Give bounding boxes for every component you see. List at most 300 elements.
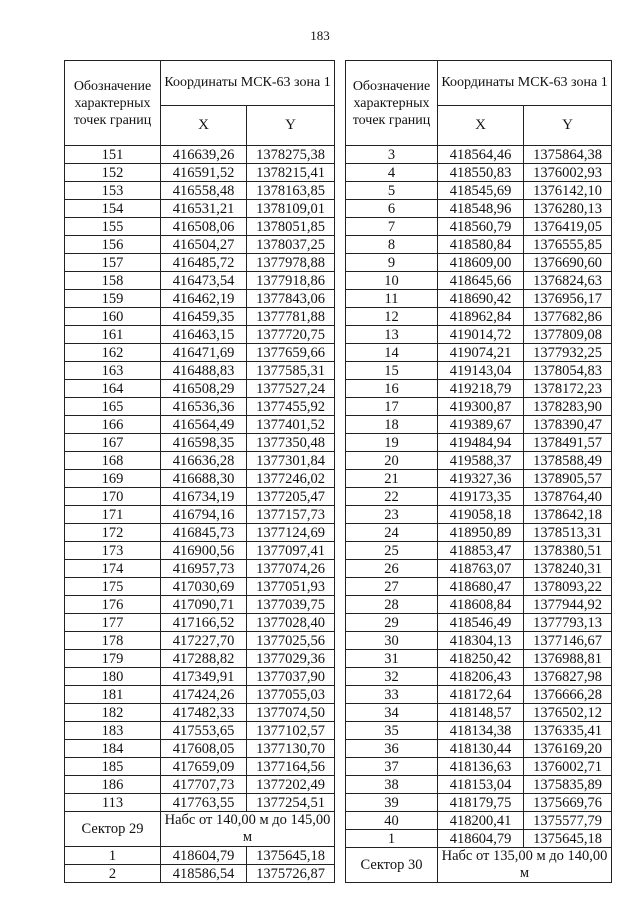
x-coord-cell: 419300,87 [438, 398, 524, 416]
point-id-cell: 10 [346, 272, 438, 290]
y-coord-cell: 1378109,01 [247, 200, 335, 218]
table-row [346, 470, 612, 488]
y-coord-cell: 1376002,93 [524, 164, 612, 182]
point-id-cell: 36 [346, 740, 438, 758]
table-row [65, 686, 335, 704]
table-row [346, 146, 612, 164]
y-coord-cell: 1378905,57 [524, 470, 612, 488]
x-coord-cell: 418580,84 [438, 236, 524, 254]
x-coord-cell: 418604,79 [438, 830, 524, 848]
x-coord-cell: 419014,72 [438, 326, 524, 344]
x-coord-cell: 418950,89 [438, 524, 524, 542]
coord-system-header: Координаты МСК-63 зона 1 [438, 61, 612, 106]
table-row [65, 506, 335, 524]
table-row [65, 614, 335, 632]
point-id-cell: 18 [346, 416, 438, 434]
y-coord-cell: 1378380,51 [524, 542, 612, 560]
x-coord-cell: 416794,16 [161, 506, 247, 524]
y-coord-cell: 1378215,41 [247, 164, 335, 182]
table-row [65, 704, 335, 722]
y-coord-cell: 1378764,40 [524, 488, 612, 506]
point-id-cell: 21 [346, 470, 438, 488]
x-coord-cell: 418564,46 [438, 146, 524, 164]
y-coord-cell: 1377029,36 [247, 650, 335, 668]
table-row [346, 326, 612, 344]
x-coord-cell: 416473,54 [161, 272, 247, 290]
table-row [346, 776, 612, 794]
x-coord-cell: 417553,65 [161, 722, 247, 740]
y-coord-cell: 1377932,25 [524, 344, 612, 362]
table-row [65, 865, 335, 883]
table-row [65, 290, 335, 308]
point-id-cell: 176 [65, 596, 161, 614]
y-coord-cell: 1378054,83 [524, 362, 612, 380]
point-id-cell: 4 [346, 164, 438, 182]
point-id-cell: 182 [65, 704, 161, 722]
x-coord-cell: 418153,04 [438, 776, 524, 794]
point-id-cell: 35 [346, 722, 438, 740]
x-coord-cell: 419143,04 [438, 362, 524, 380]
y-coord-cell: 1377254,51 [247, 794, 335, 812]
point-id-cell: 1 [346, 830, 438, 848]
point-id-cell: 11 [346, 290, 438, 308]
table-row [346, 740, 612, 758]
y-coord-cell: 1376824,63 [524, 272, 612, 290]
x-coord-cell: 416564,49 [161, 416, 247, 434]
x-coord-cell: 417349,91 [161, 668, 247, 686]
y-coord-cell: 1377205,47 [247, 488, 335, 506]
point-id-cell: 184 [65, 740, 161, 758]
point-id-cell: 178 [65, 632, 161, 650]
x-coord-cell: 418645,66 [438, 272, 524, 290]
point-id-cell: 154 [65, 200, 161, 218]
point-id-cell: 14 [346, 344, 438, 362]
table-row [65, 272, 335, 290]
table-row [346, 542, 612, 560]
table-row [346, 578, 612, 596]
point-id-cell: 6 [346, 200, 438, 218]
point-id-cell: 175 [65, 578, 161, 596]
point-id-cell: 26 [346, 560, 438, 578]
x-coord-cell: 418550,83 [438, 164, 524, 182]
y-coord-cell: 1378513,31 [524, 524, 612, 542]
y-coord-cell: 1377918,86 [247, 272, 335, 290]
point-id-cell: 27 [346, 578, 438, 596]
y-coord-cell: 1377028,40 [247, 614, 335, 632]
coordinates-table-left [64, 60, 335, 883]
table-row [65, 488, 335, 506]
x-coord-cell: 416488,83 [161, 362, 247, 380]
y-coord-cell: 1377843,06 [247, 290, 335, 308]
x-coord-cell: 417659,09 [161, 758, 247, 776]
table-row [346, 650, 612, 668]
table-row [65, 452, 335, 470]
table-row [65, 362, 335, 380]
y-coord-cell: 1378390,47 [524, 416, 612, 434]
table-row [65, 794, 335, 812]
table-row [346, 524, 612, 542]
x-coord-cell: 416504,27 [161, 236, 247, 254]
y-coord-cell: 1377944,92 [524, 596, 612, 614]
table-row [65, 380, 335, 398]
table-row [65, 776, 335, 794]
y-coord-cell: 1376956,17 [524, 290, 612, 308]
table-row [65, 200, 335, 218]
x-coord-cell: 418690,42 [438, 290, 524, 308]
x-coord-cell: 419074,21 [438, 344, 524, 362]
x-coord-cell: 418609,00 [438, 254, 524, 272]
y-coord-cell: 1376169,20 [524, 740, 612, 758]
y-coord-cell: 1378037,25 [247, 236, 335, 254]
table-row [65, 254, 335, 272]
coordinates-table-right [345, 60, 612, 883]
table-row [346, 506, 612, 524]
x-coord-cell: 418546,49 [438, 614, 524, 632]
x-coord-cell: 418548,96 [438, 200, 524, 218]
table-row [346, 236, 612, 254]
y-coord-cell: 1377455,92 [247, 398, 335, 416]
x-coord-cell: 418130,44 [438, 740, 524, 758]
table-row [65, 740, 335, 758]
y-coord-cell: 1377157,73 [247, 506, 335, 524]
point-id-cell: 39 [346, 794, 438, 812]
y-coord-cell: 1378163,85 [247, 182, 335, 200]
x-coord-cell: 417090,71 [161, 596, 247, 614]
x-coord-cell: 419588,37 [438, 452, 524, 470]
x-coord-cell: 419058,18 [438, 506, 524, 524]
table-row [346, 164, 612, 182]
table-row [346, 812, 612, 830]
y-coord-cell: 1376690,60 [524, 254, 612, 272]
table-row [346, 614, 612, 632]
y-coord-cell: 1376419,05 [524, 218, 612, 236]
y-coord-cell: 1377130,70 [247, 740, 335, 758]
y-coord-cell: 1377039,75 [247, 596, 335, 614]
x-coord-cell: 418604,79 [161, 847, 247, 865]
sector-note: Набс от 135,00 м до 140,00 м [438, 848, 612, 883]
y-coord-cell: 1377659,66 [247, 344, 335, 362]
point-id-cell: 7 [346, 218, 438, 236]
point-id-cell: 37 [346, 758, 438, 776]
x-coord-cell: 419389,67 [438, 416, 524, 434]
x-coord-cell: 417166,52 [161, 614, 247, 632]
point-id-cell: 24 [346, 524, 438, 542]
x-coord-cell: 416462,19 [161, 290, 247, 308]
point-id-cell: 164 [65, 380, 161, 398]
point-id-cell: 160 [65, 308, 161, 326]
table-row [346, 272, 612, 290]
point-id-cell: 168 [65, 452, 161, 470]
table-row [346, 452, 612, 470]
y-coord-cell: 1378172,23 [524, 380, 612, 398]
y-coord-cell: 1377146,67 [524, 632, 612, 650]
x-coord-cell: 417030,69 [161, 578, 247, 596]
table-row [346, 704, 612, 722]
sector-label: Сектор 30 [346, 848, 438, 883]
point-id-cell: 12 [346, 308, 438, 326]
table-row [346, 182, 612, 200]
table-row [65, 470, 335, 488]
x-coord-cell: 416508,06 [161, 218, 247, 236]
y-coord-cell: 1377585,31 [247, 362, 335, 380]
point-id-cell: 152 [65, 164, 161, 182]
table-row [346, 686, 612, 704]
point-id-cell: 1 [65, 847, 161, 865]
point-id-cell: 9 [346, 254, 438, 272]
point-id-cell: 3 [346, 146, 438, 164]
table-row [65, 326, 335, 344]
point-id-cell: 174 [65, 560, 161, 578]
point-id-cell: 19 [346, 434, 438, 452]
y-coord-cell: 1375726,87 [247, 865, 335, 883]
table-row [65, 308, 335, 326]
point-id-cell: 159 [65, 290, 161, 308]
point-id-cell: 166 [65, 416, 161, 434]
x-coord-cell: 416900,56 [161, 542, 247, 560]
sector-label: Сектор 29 [65, 812, 161, 847]
y-coord-cell: 1377051,93 [247, 578, 335, 596]
x-coord-cell: 416734,19 [161, 488, 247, 506]
table-row [346, 668, 612, 686]
x-coord-cell: 417763,55 [161, 794, 247, 812]
y-coord-cell: 1375835,89 [524, 776, 612, 794]
table-row [65, 182, 335, 200]
point-id-cell: 158 [65, 272, 161, 290]
point-id-cell: 177 [65, 614, 161, 632]
point-id-cell: 181 [65, 686, 161, 704]
x-coord-cell: 417227,70 [161, 632, 247, 650]
y-coord-cell: 1376335,41 [524, 722, 612, 740]
y-coord-cell: 1376280,13 [524, 200, 612, 218]
point-id-cell: 183 [65, 722, 161, 740]
table-row [346, 362, 612, 380]
table-row [65, 560, 335, 578]
y-coord-cell: 1377781,88 [247, 308, 335, 326]
point-id-cell: 180 [65, 668, 161, 686]
y-coord-cell: 1376988,81 [524, 650, 612, 668]
y-coord-cell: 1378093,22 [524, 578, 612, 596]
y-coord-cell: 1377037,90 [247, 668, 335, 686]
table-row [65, 416, 335, 434]
x-coord-cell: 418560,79 [438, 218, 524, 236]
sector-row [346, 848, 612, 883]
x-coord-cell: 418250,42 [438, 650, 524, 668]
table-row [65, 722, 335, 740]
point-id-cell: 151 [65, 146, 161, 164]
y-coord-cell: 1377102,57 [247, 722, 335, 740]
point-id-cell: 28 [346, 596, 438, 614]
y-coord-cell: 1377202,49 [247, 776, 335, 794]
y-coord-cell: 1378588,49 [524, 452, 612, 470]
y-coord-cell: 1377074,50 [247, 704, 335, 722]
table-row [65, 632, 335, 650]
y-coord-cell: 1377350,48 [247, 434, 335, 452]
table-row [346, 380, 612, 398]
point-id-cell: 23 [346, 506, 438, 524]
x-coord-cell: 416639,26 [161, 146, 247, 164]
y-coord-cell: 1378240,31 [524, 560, 612, 578]
point-id-cell: 165 [65, 398, 161, 416]
x-coord-cell: 419327,36 [438, 470, 524, 488]
x-coord-cell: 416845,73 [161, 524, 247, 542]
y-coord-cell: 1377074,26 [247, 560, 335, 578]
table-row [65, 236, 335, 254]
point-id-cell: 31 [346, 650, 438, 668]
table-row [65, 398, 335, 416]
table-row [65, 758, 335, 776]
table-row [346, 416, 612, 434]
y-header: Y [524, 105, 612, 145]
point-id-cell: 113 [65, 794, 161, 812]
x-coord-cell: 417424,26 [161, 686, 247, 704]
x-coord-cell: 416531,21 [161, 200, 247, 218]
point-id-cell: 156 [65, 236, 161, 254]
y-coord-cell: 1377246,02 [247, 470, 335, 488]
y-coord-cell: 1378283,90 [524, 398, 612, 416]
y-coord-cell: 1375577,79 [524, 812, 612, 830]
y-coord-cell: 1377809,08 [524, 326, 612, 344]
x-coord-cell: 418962,84 [438, 308, 524, 326]
x-coord-cell: 418172,64 [438, 686, 524, 704]
point-id-cell: 8 [346, 236, 438, 254]
point-id-cell: 155 [65, 218, 161, 236]
x-coord-cell: 418206,43 [438, 668, 524, 686]
table-row [346, 596, 612, 614]
y-coord-cell: 1378642,18 [524, 506, 612, 524]
point-id-cell: 167 [65, 434, 161, 452]
x-coord-cell: 416636,28 [161, 452, 247, 470]
x-coord-cell: 417482,33 [161, 704, 247, 722]
table-row [346, 290, 612, 308]
x-coord-cell: 416508,29 [161, 380, 247, 398]
y-coord-cell: 1376555,85 [524, 236, 612, 254]
x-header: X [438, 105, 524, 145]
table-row [65, 650, 335, 668]
point-id-cell: 25 [346, 542, 438, 560]
table-row [346, 434, 612, 452]
designation-header: Обозначение характерных точек границ [346, 61, 438, 146]
y-coord-cell: 1377401,52 [247, 416, 335, 434]
x-coord-cell: 417707,73 [161, 776, 247, 794]
x-coord-cell: 418680,47 [438, 578, 524, 596]
x-coord-cell: 416957,73 [161, 560, 247, 578]
table-row [346, 758, 612, 776]
x-coord-cell: 416688,30 [161, 470, 247, 488]
table-row [346, 488, 612, 506]
y-coord-cell: 1376502,12 [524, 704, 612, 722]
y-coord-cell: 1376666,28 [524, 686, 612, 704]
x-coord-cell: 416471,69 [161, 344, 247, 362]
point-id-cell: 29 [346, 614, 438, 632]
sector-note: Набс от 140,00 м до 145,00 м [161, 812, 335, 847]
sector-row [65, 812, 335, 847]
table-row [346, 560, 612, 578]
y-coord-cell: 1375669,76 [524, 794, 612, 812]
point-id-cell: 5 [346, 182, 438, 200]
point-id-cell: 169 [65, 470, 161, 488]
table-row [346, 830, 612, 848]
point-id-cell: 153 [65, 182, 161, 200]
y-coord-cell: 1377793,13 [524, 614, 612, 632]
table-row [346, 200, 612, 218]
point-id-cell: 161 [65, 326, 161, 344]
point-id-cell: 13 [346, 326, 438, 344]
table-row [346, 218, 612, 236]
table-row [346, 308, 612, 326]
point-id-cell: 172 [65, 524, 161, 542]
y-coord-cell: 1378491,57 [524, 434, 612, 452]
x-coord-cell: 418608,84 [438, 596, 524, 614]
x-coord-cell: 418586,54 [161, 865, 247, 883]
table-row [65, 164, 335, 182]
point-id-cell: 162 [65, 344, 161, 362]
point-id-cell: 34 [346, 704, 438, 722]
point-id-cell: 186 [65, 776, 161, 794]
point-id-cell: 173 [65, 542, 161, 560]
point-id-cell: 170 [65, 488, 161, 506]
x-coord-cell: 419173,35 [438, 488, 524, 506]
x-coord-cell: 418853,47 [438, 542, 524, 560]
y-coord-cell: 1376142,10 [524, 182, 612, 200]
y-coord-cell: 1377164,56 [247, 758, 335, 776]
y-coord-cell: 1377097,41 [247, 542, 335, 560]
x-coord-cell: 419484,94 [438, 434, 524, 452]
y-coord-cell: 1377301,84 [247, 452, 335, 470]
point-id-cell: 171 [65, 506, 161, 524]
table-row [346, 344, 612, 362]
y-coord-cell: 1376827,98 [524, 668, 612, 686]
table-row [65, 146, 335, 164]
x-coord-cell: 419218,79 [438, 380, 524, 398]
page-number: 183 [310, 28, 330, 43]
table-row [65, 847, 335, 865]
point-id-cell: 32 [346, 668, 438, 686]
table-row [65, 344, 335, 362]
x-coord-cell: 416536,36 [161, 398, 247, 416]
point-id-cell: 33 [346, 686, 438, 704]
table-row [65, 578, 335, 596]
table-row [65, 524, 335, 542]
y-coord-cell: 1377025,56 [247, 632, 335, 650]
x-coord-cell: 418304,13 [438, 632, 524, 650]
x-header: X [161, 105, 247, 145]
point-id-cell: 30 [346, 632, 438, 650]
y-coord-cell: 1377682,86 [524, 308, 612, 326]
point-id-cell: 16 [346, 380, 438, 398]
x-coord-cell: 418134,38 [438, 722, 524, 740]
x-coord-cell: 417288,82 [161, 650, 247, 668]
point-id-cell: 20 [346, 452, 438, 470]
y-header: Y [247, 105, 335, 145]
table-row [65, 434, 335, 452]
table-row [346, 794, 612, 812]
x-coord-cell: 416485,72 [161, 254, 247, 272]
designation-header: Обозначение характерных точек границ [65, 61, 161, 146]
y-coord-cell: 1375645,18 [247, 847, 335, 865]
x-coord-cell: 417608,05 [161, 740, 247, 758]
table-row [65, 668, 335, 686]
point-id-cell: 17 [346, 398, 438, 416]
point-id-cell: 40 [346, 812, 438, 830]
table-row [346, 398, 612, 416]
y-coord-cell: 1377527,24 [247, 380, 335, 398]
y-coord-cell: 1375864,38 [524, 146, 612, 164]
table-row [65, 542, 335, 560]
x-coord-cell: 416459,35 [161, 308, 247, 326]
point-id-cell: 38 [346, 776, 438, 794]
x-coord-cell: 416591,52 [161, 164, 247, 182]
x-coord-cell: 418148,57 [438, 704, 524, 722]
